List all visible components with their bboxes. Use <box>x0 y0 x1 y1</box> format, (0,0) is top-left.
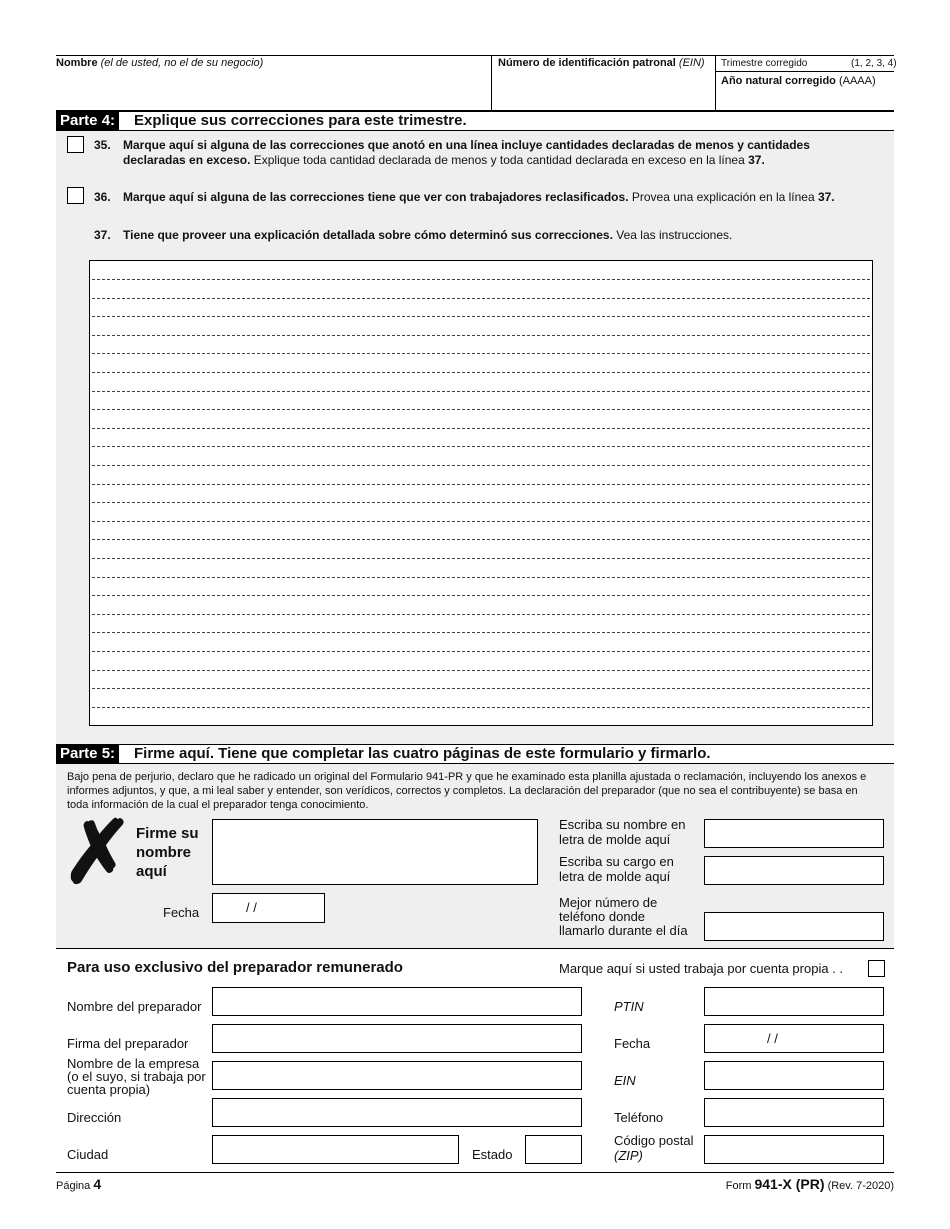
ein-field[interactable] <box>494 72 712 108</box>
preparer-heading: Para uso exclusivo del preparador remunerado <box>67 959 403 976</box>
line36-number: 36. <box>94 190 111 204</box>
preparer-ein-field[interactable] <box>704 1061 884 1090</box>
preparer-date-label: Fecha <box>614 1036 651 1051</box>
quarter-label: Trimestre corregido <box>721 58 808 69</box>
writing-line <box>92 651 870 652</box>
preparer-phone-field[interactable] <box>704 1098 884 1127</box>
explanation-textarea[interactable] <box>89 260 873 726</box>
ptin-field[interactable] <box>704 987 884 1016</box>
phone-field[interactable] <box>704 912 884 941</box>
preparer-name-field[interactable] <box>212 987 582 1016</box>
state-field[interactable] <box>525 1135 582 1164</box>
preparer-signature-field[interactable] <box>212 1024 582 1053</box>
line35-text: Marque aquí si alguna de las correcciones que anotó en una línea incluye cantidades declaradas de menos y cantidades declaradas en exceso. Explique toda cantidad declarada de menos y toda cantidad declarada en exceso en la línea 37. <box>123 138 810 167</box>
name-field[interactable] <box>58 72 488 108</box>
page-number: Página 4 <box>56 1176 102 1192</box>
print-title-label: Escriba su cargo en letra de molde aquí <box>559 854 674 884</box>
writing-line <box>92 316 870 317</box>
preparer-date-field[interactable]: / / <box>704 1024 884 1053</box>
part4-title: Explique sus correcciones para este trimestre. <box>134 112 467 129</box>
zip-field[interactable] <box>704 1135 884 1164</box>
print-name-label: Escriba su nombre en letra de molde aquí <box>559 817 686 847</box>
writing-line <box>92 446 870 447</box>
writing-line <box>92 335 870 336</box>
zip-label: Código postal (ZIP) <box>614 1133 694 1163</box>
writing-line <box>92 391 870 392</box>
phone-label: Mejor número de teléfono donde llamarlo durante el día <box>559 895 688 938</box>
city-field[interactable] <box>212 1135 459 1164</box>
writing-line <box>92 484 870 485</box>
state-label: Estado <box>472 1147 513 1162</box>
firm-name-label: Nombre de la empresa (o el suyo, si trabaja por cuenta propia) <box>67 1056 206 1097</box>
sign-here-mark: ✗ <box>62 805 135 901</box>
writing-line <box>92 279 870 280</box>
writing-line <box>92 521 870 522</box>
preparer-signature-label: Firma del preparador <box>67 1036 189 1051</box>
ptin-label: PTIN <box>614 999 644 1014</box>
preparer-ein-label: EIN <box>614 1073 636 1088</box>
print-name-field[interactable] <box>704 819 884 848</box>
signature-field[interactable] <box>212 819 538 885</box>
sign-name-label: Firme su nombre aquí <box>136 825 199 880</box>
writing-line <box>92 595 870 596</box>
writing-line <box>92 707 870 708</box>
part4-label: Parte 4: <box>56 111 119 130</box>
quarter-options: (1, 2, 3, 4) <box>851 58 897 69</box>
writing-line <box>92 353 870 354</box>
firm-name-field[interactable] <box>212 1061 582 1090</box>
writing-line <box>92 502 870 503</box>
line35-checkbox[interactable] <box>67 136 84 153</box>
writing-line <box>92 298 870 299</box>
address-label: Dirección <box>67 1110 122 1125</box>
writing-line <box>92 632 870 633</box>
self-employed-checkbox[interactable] <box>868 960 885 977</box>
perjury-declaration: Bajo pena de perjurio, declaro que he radicado un original del Formulario 941-PR y que he examinado esta planilla ajustada o reclamación, incluyendo los anexos e informes adjuntos, y que, a mi leal saber y entender, son verídicos, correctos y completos. La declaración del preparador (que no sea el contribuyente) se basa en toda información de la cual el preparador tenga conocimiento. <box>67 771 867 811</box>
address-field[interactable] <box>212 1098 582 1127</box>
writing-line <box>92 372 870 373</box>
writing-line <box>92 409 870 410</box>
part5-label: Parte 5: <box>56 744 119 763</box>
city-label: Ciudad <box>67 1147 109 1162</box>
writing-line <box>92 428 870 429</box>
writing-line <box>92 465 870 466</box>
form-id: Form 941-X (PR) (Rev. 7-2020) <box>725 1176 894 1192</box>
self-employed-label: Marque aquí si usted trabaja por cuenta propia . . <box>559 961 844 976</box>
writing-line <box>92 577 870 578</box>
writing-line <box>92 539 870 540</box>
line35-number: 35. <box>94 138 111 152</box>
name-field-label: Nombre (el de usted, no el de su negocio) <box>56 57 264 69</box>
line36-text: Marque aquí si alguna de las correcciones tiene que ver con trabajadores reclasificados. Provea una explicación en la línea 37. <box>123 190 835 204</box>
sign-date-field[interactable]: / / <box>212 893 325 923</box>
preparer-name-label: Nombre del preparador <box>67 999 202 1014</box>
writing-line <box>92 670 870 671</box>
line37-text: Tiene que proveer una explicación detallada sobre cómo determinó sus correcciones. Vea las instrucciones. <box>123 228 733 242</box>
line36-checkbox[interactable] <box>67 187 84 204</box>
ein-field-label: Número de identificación patronal (EIN) <box>498 57 705 69</box>
preparer-phone-label: Teléfono <box>614 1110 664 1125</box>
writing-line <box>92 688 870 689</box>
part5-title: Firme aquí. Tiene que completar las cuatro páginas de este formulario y firmarlo. <box>134 745 711 762</box>
print-title-field[interactable] <box>704 856 884 885</box>
writing-line <box>92 614 870 615</box>
sign-date-label: Fecha <box>163 905 200 920</box>
year-label: Año natural corregido (AAAA) <box>721 75 876 87</box>
line37-number: 37. <box>94 228 111 242</box>
writing-line <box>92 558 870 559</box>
